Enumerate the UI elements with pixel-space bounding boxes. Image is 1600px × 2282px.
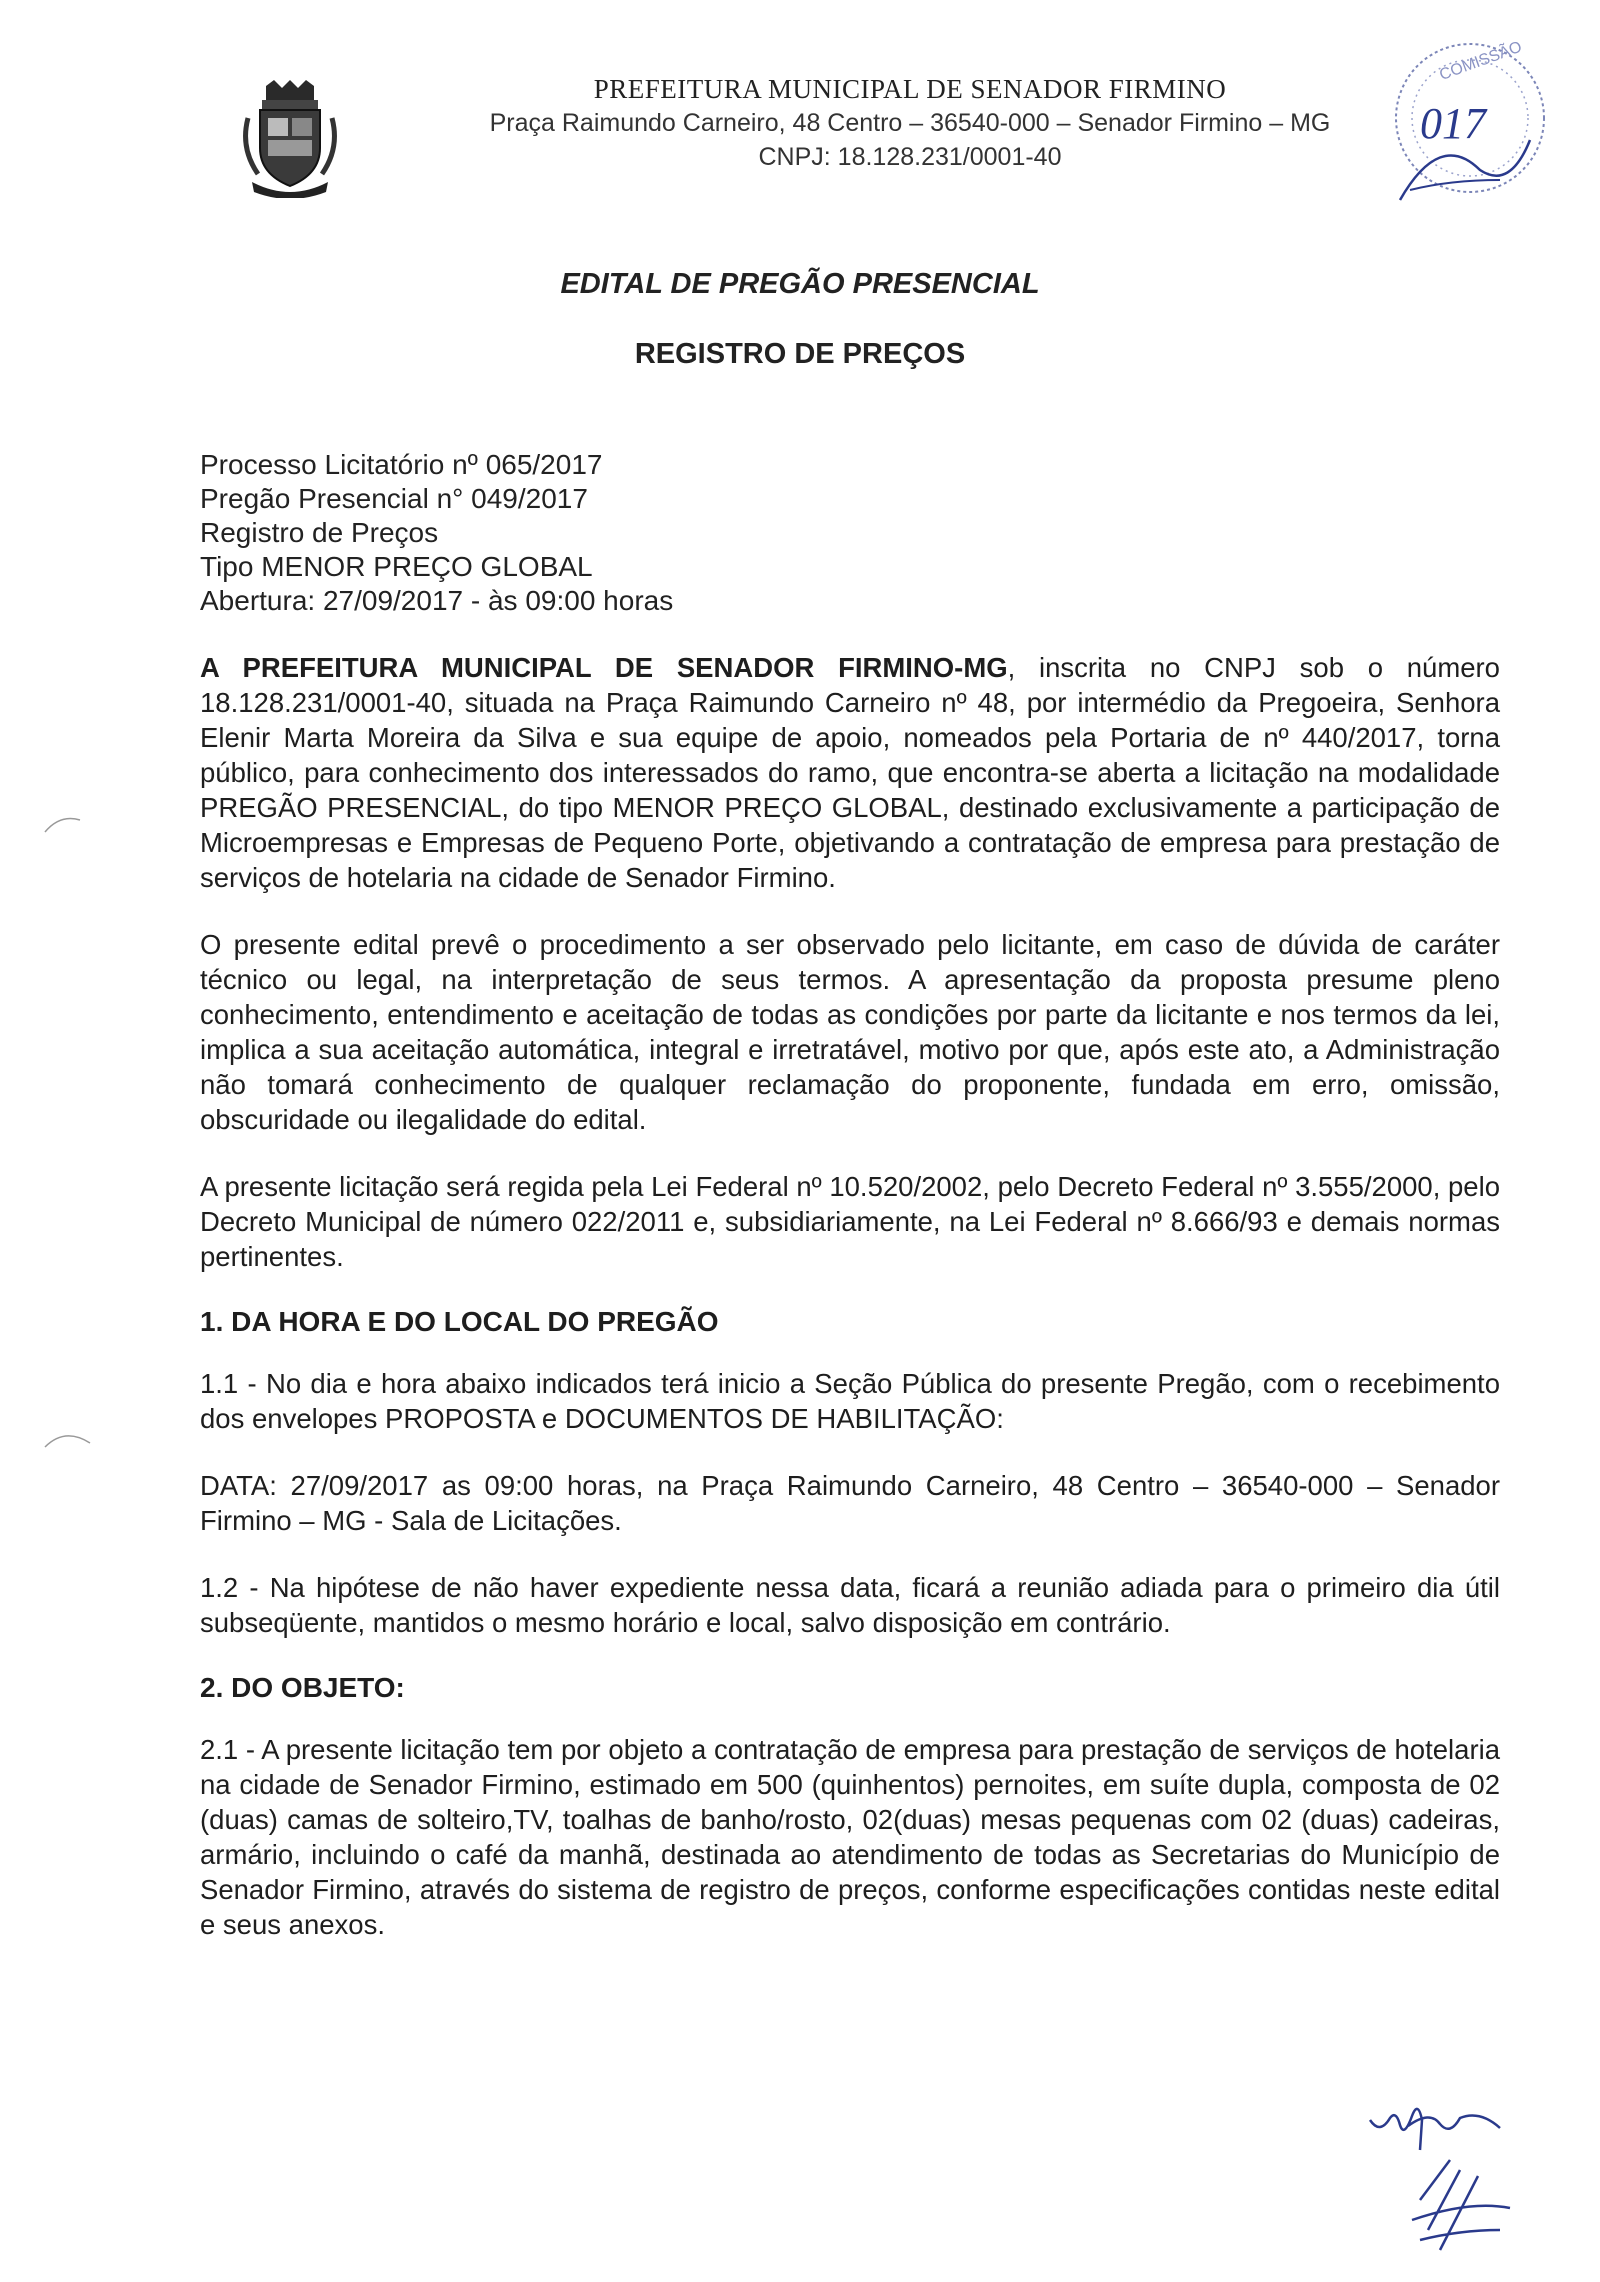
clause-2-1: 2.1 - A presente licitação tem por objeto a contratação de empresa para prestação de serviços de hotelaria na cidade de Senador Firmino, estimado em 500 (quinhentos) pernoites, em suíte dupla, composta de 02 (duas) camas de solteiro,TV, toalhas de banho/rosto, 02(duas) mesas pequenas com 02 (duas) cadeiras, armário, incluindo o café da manhã, destinada ao atendimento de todas as Secretarias do Município de Senador Firmino, através do sistema de registro de preços, conforme especificações contidas neste edital e seus anexos. — [200, 1734, 1500, 1940]
stamp-number: 017 — [1420, 99, 1486, 148]
margin-mark-icon — [40, 810, 100, 840]
section-2-heading: 2. DO OBJETO: — [200, 1672, 405, 1703]
pregao-number: Pregão Presencial n° 049/2017 — [200, 483, 588, 514]
municipal-crest-icon — [238, 78, 342, 198]
municipality-name: PREFEITURA MUNICIPAL DE SENADOR FIRMINO — [593, 74, 1227, 104]
opening-date: Abertura: 27/09/2017 - às 09:00 horas — [200, 585, 674, 616]
signature-icon — [1360, 2080, 1540, 2270]
intro-text: , inscrita no CNPJ sob o número 18.128.231/0001-40, situada na Praça Raimundo Carneiro nº 48, por intermédio da Pregoeira, Senhora Elenir Marta Moreira da Silva e sua equipe de apoio, nomeados pela Portaria de nº 440/2017, torna público, para conhecimento dos interessados do ramo, que encontra-se aberta a licitação na modalidade PREGÃO PRESENCIAL, do tipo MENOR PREÇO GLOBAL, destinado exclusivamente a participação de Microempresas e Empresas de Pequeno Porte, objetivando a contratação de empresa para prestação de serviços de hotelaria na cidade de Senador Firmino. — [200, 652, 1500, 893]
section-1-heading: 1. DA HORA E DO LOCAL DO PREGÃO — [200, 1306, 719, 1337]
clause-1-1: 1.1 - No dia e hora abaixo indicados terá inicio a Seção Pública do presente Pregão, com o recebimento dos envelopes PROPOSTA e DOCUMENTOS DE HABILITAÇÃO: — [200, 1368, 1500, 1434]
process-info — [200, 448, 673, 618]
paragraph-terms: O presente edital prevê o procedimento a ser observado pelo licitante, em caso de dúvida de caráter técnico ou legal, na interpretação de seus termos. A apresentação da proposta presume pleno conhecimento, entendimento e aceitação de todas as condições por parte da licitante e nos termos da lei, implica a sua aceitação automática, integral e irretratável, motivo por que, após este ato, a Administração não tomará conhecimento de qualquer reclamação do proponente, fundada em erro, omissão, obscuridade ou ilegalidade do edital. — [200, 929, 1500, 1135]
stamp-label: COMISSÃO — [1437, 38, 1525, 85]
margin-mark-icon — [40, 1425, 100, 1455]
clause-1-2: 1.2 - Na hipótese de não haver expediente nessa data, ficará a reunião adiada para o primeiro dia útil subseqüente, mantidos o mesmo horário e local, salvo disposição em contrário. — [200, 1572, 1500, 1638]
paragraph-legislation: A presente licitação será regida pela Lei Federal nº 10.520/2002, pelo Decreto Federal nº 3.555/2000, pelo Decreto Municipal de número 022/2011 e, subsidiariamente, na Lei Federal nº 8.666/93 e demais normas pertinentes. — [200, 1171, 1500, 1272]
municipality-address: Praça Raimundo Carneiro, 48 Centro – 36540-000 – Senador Firmino – MG — [489, 109, 1331, 137]
intro-lead: A PREFEITURA MUNICIPAL DE SENADOR FIRMINO-MG — [200, 652, 1008, 683]
document-subtitle: REGISTRO DE PREÇOS — [634, 338, 966, 370]
letterhead — [440, 72, 1380, 174]
municipality-cnpj: CNPJ: 18.128.231/0001-40 — [758, 143, 1062, 171]
registration-type: Registro de Preços — [200, 517, 439, 548]
intro-paragraph — [200, 650, 1500, 895]
bid-type: Tipo MENOR PREÇO GLOBAL — [200, 551, 593, 582]
commission-stamp-icon — [1380, 30, 1550, 220]
document-title: EDITAL DE PREGÃO PRESENCIAL — [560, 268, 1040, 300]
process-number: Processo Licitatório nº 065/2017 — [200, 449, 603, 480]
session-date: DATA: 27/09/2017 as 09:00 horas, na Praça Raimundo Carneiro, 48 Centro – 36540-000 – Senador Firmino – MG - Sala de Licitações. — [200, 1470, 1500, 1536]
document-body — [200, 650, 1500, 1974]
